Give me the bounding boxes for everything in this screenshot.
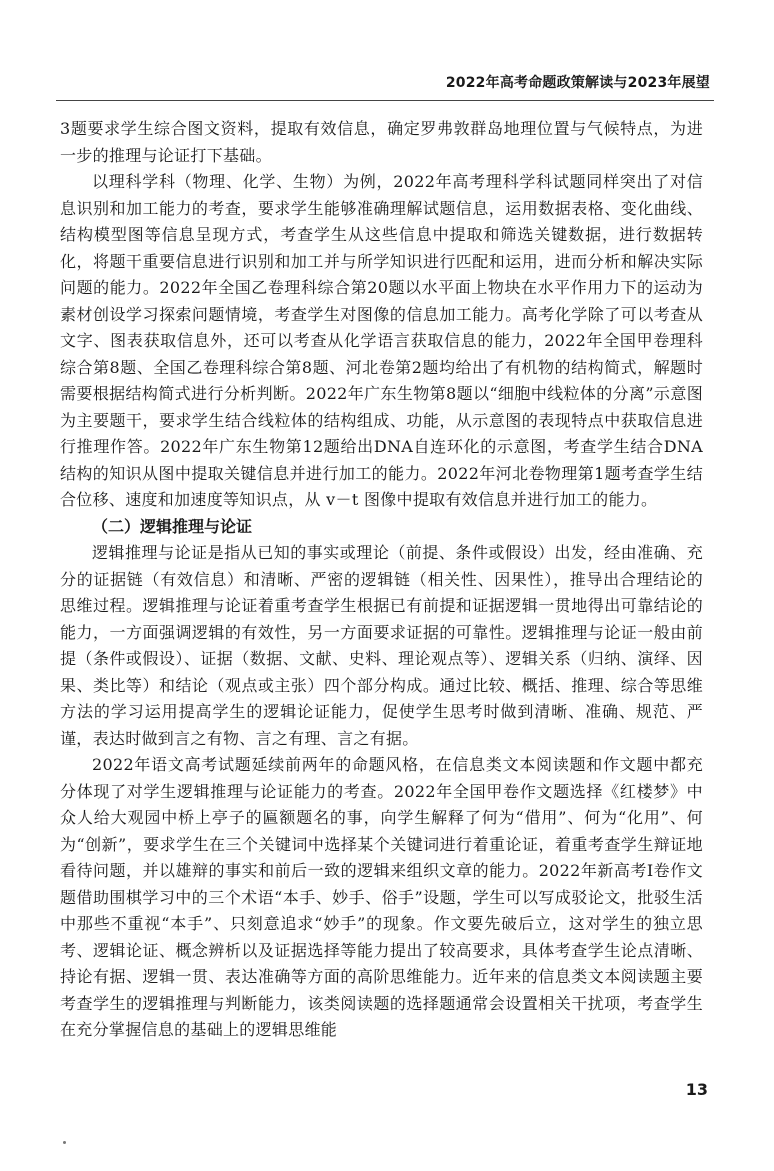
- paragraph-continuation: 3题要求学生综合图文资料，提取有效信息，确定罗弗敦群岛地理位置与气候特点，为进一步的推理与论证打下基础。: [60, 119, 703, 165]
- page-number: 13: [685, 1080, 708, 1099]
- header-rule: [56, 100, 714, 101]
- running-header: 2022年高考命题政策解读与2023年展望: [445, 75, 710, 91]
- paragraph-science-subjects: 以理科学科（物理、化学、生物）为例，2022年高考理科学科试题同样突出了对信息识别和加工能力的考查，要求学生能够准确理解试题信息，运用数据表格、变化曲线、结构模型图等信息呈现方式，考查学生从这些信息中提取和筛选关键数据，进行数据转化，将题干重要信息进行识别和加工并与所学知识进行匹配和运用，进而分析和解决实际问题的能力。2022年全国乙卷理科综合第20题以水平面上物块在水平作用力下的运动为素材创设学习探索问题情境，考查学生对图像的信息加工能力。高考化学除了可以考查从文字、图表获取信息外，还可以考查从化学语言获取信息的能力，2022年全国甲卷理科综合第8题、全国乙卷理科综合第8题、河北卷第2题均给出了有机物的结构简式，解题时需要根据结构简式进行分析判断。2022年广东生物第8题以“细胞中线粒体的分离”示意图为主要题干，要求学生结合线粒体的结构组成、功能，从示意图的表现特点中获取信息进行推理作答。2022年广东生物第12题给出DNA自连环化的示意图，考查学生结合DNA结构的知识从图中提取关键信息并进行加工的能力。2022年河北卷物理第1题考查学生结合位移、速度和加速度等知识点，从 v－t 图像中提取有效信息并进行加工的能力。: [60, 172, 703, 509]
- paragraph-chinese-exam: 2022年语文高考试题延续前两年的命题风格，在信息类文本阅读题和作文题中都充分体现了对学生逻辑推理与论证能力的考查。2022年全国甲卷作文题选择《红楼梦》中众人给大观园中桥上亭子的匾额题名的事，向学生解释了何为“借用”、何为“化用”、何为“创新”，要求学生在三个关键词中选择某个关键词进行着重论证，着重考查学生辩证地看待问题，并以雄辩的事实和前后一致的逻辑来组织文章的能力。2022年新高考Ⅰ卷作文题借助围棋学习中的三个术语“本手、妙手、俗手”设题，学生可以写成驳论文，批驳生活中那些不重视“本手”、只刻意追求“妙手”的现象。作文要先破后立，这对学生的独立思考、逻辑论证、概念辨析以及证据选择等能力提出了较高要求，具体考查学生论点清晰、持论有据、逻辑一贯、表达准确等方面的高阶思维能力。近年来的信息类文本阅读题主要考查学生的逻辑推理与判断能力，该类阅读题的选择题通常会设置相关干扰项，考查学生在充分掌握信息的基础上的逻辑思维能: [60, 755, 703, 1039]
- section-heading: （二）逻辑推理与论证: [92, 516, 253, 536]
- body-text: [60, 116, 703, 1044]
- paragraph-logic-definition: 逻辑推理与论证是指从已知的事实或理论（前提、条件或假设）出发，经由准确、充分的证据链（有效信息）和清晰、严密的逻辑链（相关性、因果性），推导出合理结论的思维过程。逻辑推理与论证着重考查学生根据已有前提和证据逻辑一贯地得出可靠结论的能力，一方面强调逻辑的有效性，另一方面要求证据的可靠性。逻辑推理与论证一般由前提（条件或假设）、证据（数据、文献、史料、理论观点等）、逻辑关系（归纳、演绎、因果、类比等）和结论（观点或主张）四个部分构成。通过比较、概括、推理、综合等思维方法的学习运用提高学生的逻辑论证能力，促使学生思考时做到清晰、准确、规范、严谨，表达时做到言之有物、言之有理、言之有据。: [60, 543, 703, 748]
- scan-speck: [63, 1141, 66, 1144]
